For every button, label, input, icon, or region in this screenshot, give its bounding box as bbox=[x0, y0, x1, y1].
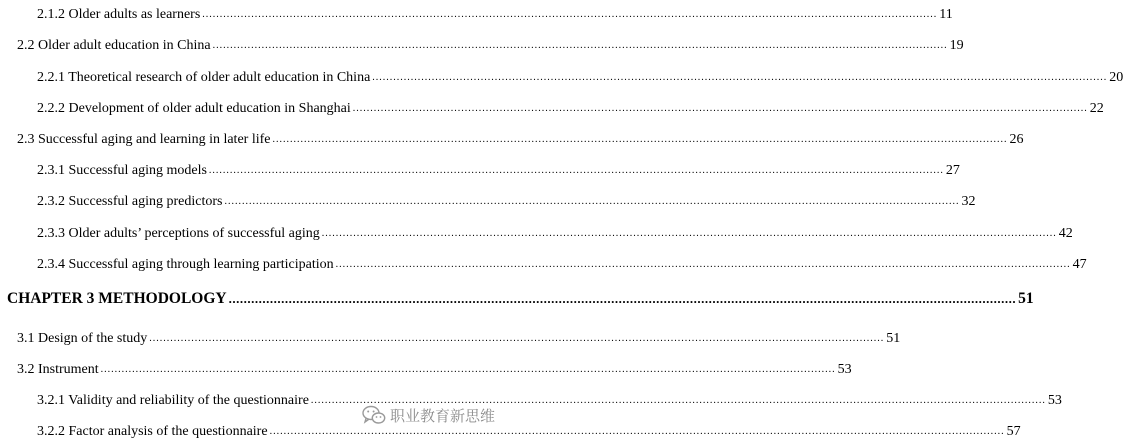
toc-leader-dots: .................................................................................................................................................................................................................. bbox=[335, 259, 1071, 270]
toc-entry-title: 2.3.3 Older adults’ perceptions of successful aging bbox=[37, 226, 320, 241]
toc-entry-page: 26 bbox=[1009, 132, 1024, 147]
toc-entry-page: 42 bbox=[1058, 226, 1073, 241]
toc-entry-title: 3.2.2 Factor analysis of the questionnaire bbox=[37, 424, 268, 439]
toc-entry-page: 51 bbox=[886, 331, 901, 346]
toc-leader-dots: .................................................................................................................................................................................................................. bbox=[372, 72, 1108, 83]
toc-leader-dots: .................................................................................................................................................................................................................. bbox=[149, 333, 885, 344]
toc-entry-title: 3.2.1 Validity and reliability of the questionnaire bbox=[37, 393, 309, 408]
toc-chapter-heading[interactable] bbox=[7, 289, 1034, 309]
toc-entry-page: 32 bbox=[961, 194, 976, 209]
toc-leader-dots: .................................................................................................................................................................................................................. bbox=[228, 291, 1017, 306]
toc-entry-page: 57 bbox=[1006, 424, 1021, 439]
toc-entry[interactable] bbox=[37, 225, 1073, 244]
toc-entry-page: 53 bbox=[1047, 393, 1062, 408]
toc-entry-page: 19 bbox=[949, 38, 964, 53]
toc-entry-page: 27 bbox=[945, 163, 960, 178]
toc-entry-page: 11 bbox=[939, 7, 953, 22]
toc-leader-dots: .................................................................................................................................................................................................................. bbox=[202, 9, 938, 20]
toc-leader-dots: .................................................................................................................................................................................................................. bbox=[310, 395, 1046, 406]
toc-entry[interactable] bbox=[37, 256, 1087, 275]
wechat-icon bbox=[362, 404, 386, 426]
toc-entry-title: 2.1.2 Older adults as learners bbox=[37, 7, 201, 22]
toc-entry-title: CHAPTER 3 METHODOLOGY bbox=[7, 290, 227, 307]
toc-entry[interactable] bbox=[37, 100, 1104, 119]
toc-entry-page: 51 bbox=[1018, 290, 1034, 307]
toc-entry-page: 20 bbox=[1109, 70, 1123, 85]
toc-entry-title: 3.2 Instrument bbox=[17, 362, 99, 377]
toc-entry-title: 2.2.2 Development of older adult education in Shanghai bbox=[37, 101, 351, 116]
toc-leader-dots: .................................................................................................................................................................................................................. bbox=[269, 426, 1005, 437]
toc-entry-page: 22 bbox=[1089, 101, 1104, 116]
toc-entry-title: 2.2.1 Theoretical research of older adult education in China bbox=[37, 70, 371, 85]
toc-leader-dots: .................................................................................................................................................................................................................. bbox=[272, 134, 1008, 145]
toc-entry[interactable] bbox=[37, 69, 1123, 88]
toc-leader-dots: .................................................................................................................................................................................................................. bbox=[321, 228, 1057, 239]
toc-leader-dots: .................................................................................................................................................................................................................. bbox=[352, 103, 1088, 114]
toc-entry-title: 2.3 Successful aging and learning in later life bbox=[17, 132, 271, 147]
watermark bbox=[362, 404, 495, 426]
toc-entry[interactable] bbox=[17, 131, 1024, 150]
toc-entry-title: 2.3.1 Successful aging models bbox=[37, 163, 207, 178]
toc-entry-page: 53 bbox=[837, 362, 852, 377]
toc-entry-title: 2.3.4 Successful aging through learning participation bbox=[37, 257, 334, 272]
toc-leader-dots: .................................................................................................................................................................................................................. bbox=[212, 40, 948, 51]
toc-leader-dots: .................................................................................................................................................................................................................. bbox=[224, 196, 960, 207]
toc-entry[interactable] bbox=[17, 361, 852, 380]
toc-entry-title: 3.1 Design of the study bbox=[17, 331, 148, 346]
toc-entry-title: 2.2 Older adult education in China bbox=[17, 38, 211, 53]
toc-entry[interactable] bbox=[37, 6, 953, 25]
toc-entry[interactable] bbox=[17, 37, 964, 56]
toc-entry-title: 2.3.2 Successful aging predictors bbox=[37, 194, 223, 209]
toc-entry[interactable] bbox=[37, 162, 960, 181]
toc-entry-page: 47 bbox=[1072, 257, 1087, 272]
toc-leader-dots: .................................................................................................................................................................................................................. bbox=[208, 165, 944, 176]
toc-entry[interactable] bbox=[17, 330, 901, 349]
toc-leader-dots: .................................................................................................................................................................................................................. bbox=[100, 364, 836, 375]
toc-entry[interactable] bbox=[37, 193, 976, 212]
watermark-text: 职业教育新思维 bbox=[390, 406, 496, 425]
